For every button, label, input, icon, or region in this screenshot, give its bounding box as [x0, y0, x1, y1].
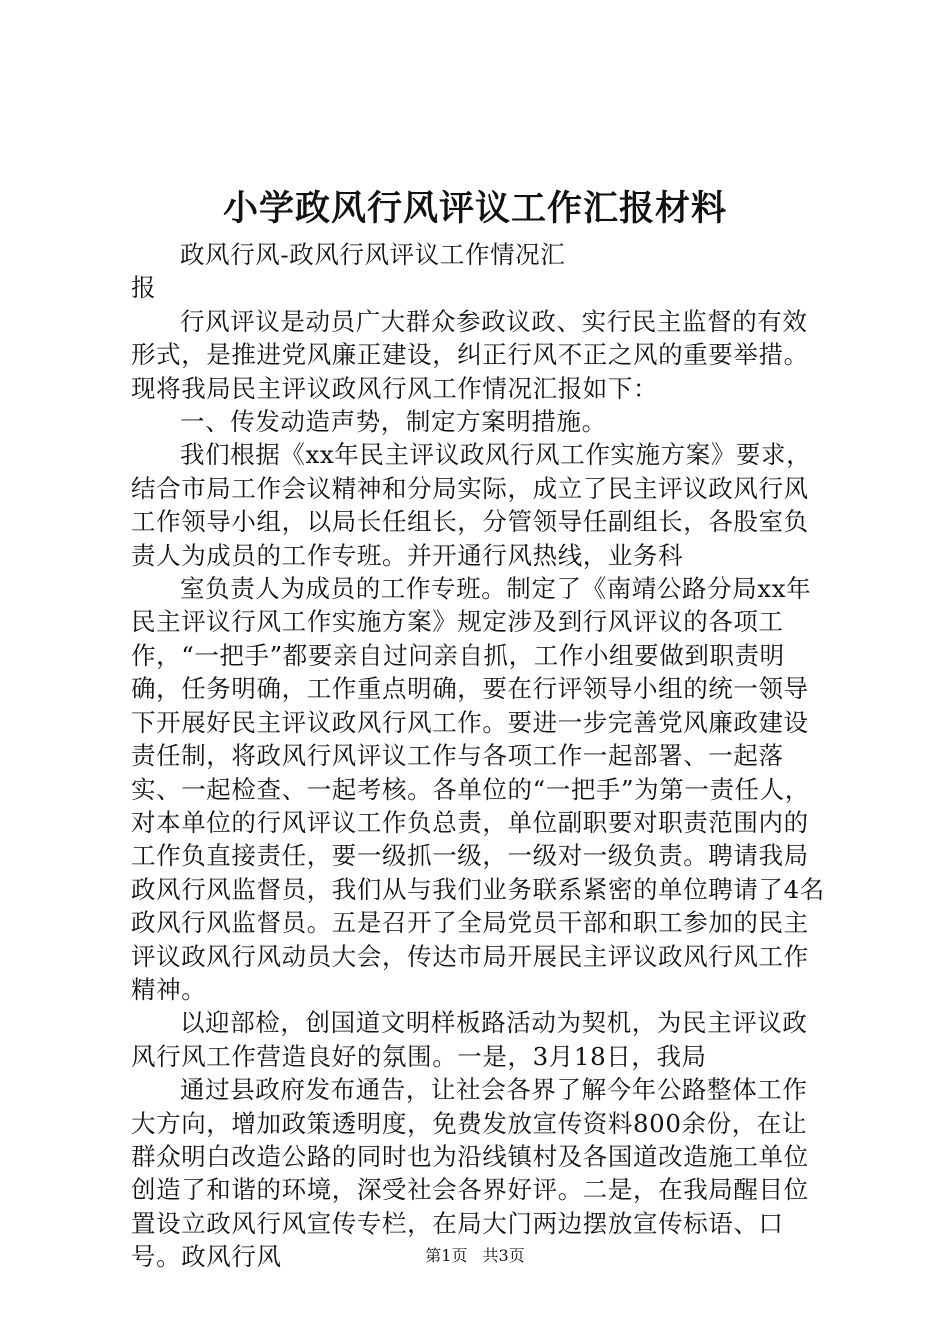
- page-total: 共3页: [482, 1246, 525, 1265]
- document-title: 小学政风行风评议工作汇报材料: [222, 188, 727, 229]
- section-heading: 一、传发动造声势，制定方案明措施。: [180, 407, 607, 437]
- page-footer: [0, 1244, 950, 1268]
- body-paragraph: 以迎部检，创国道文明样板路活动为契机，为民主评议政风行风工作营造良好的氛围。一是，3月18日，我局: [131, 1008, 808, 1071]
- page-number: 第1页: [425, 1246, 468, 1265]
- body-paragraph: 我们根据《xx年民主评议政风行风工作实施方案》要求，结合市局工作会议精神和分局实际，成立了民主评议政风行风工作领导小组，以局长任组长，分管领导任副组长，各股室负责人为成员的工作专班。并开通行风热线，业务科: [131, 440, 812, 570]
- body-paragraph: 通过县政府发布通告，让社会各界了解今年公路整体工作大方向，增加政策透明度，免费发放宣传资料800余份，在让群众明白改造公路的同时也为沿线镇村及各国道改造施工单位创造了和谐的环境，深受社会各界好评。二是，在我局醒目位置设立政风行风宣传专栏，在局大门两边摆放宣传标语、口号。政风行风: [131, 1075, 809, 1272]
- document-body: [131, 238, 831, 1274]
- document-subtitle: 政风行风-政风行风评议工作情况汇报: [131, 240, 566, 303]
- body-paragraph: 行风评议是动员广大群众参政议政、实行民主监督的有效形式，是推进党风廉正建设，纠正行风不正之风的重要举措。现将我局民主评议政风行风工作情况汇报如下：: [131, 306, 809, 403]
- body-paragraph: 室负责人为成员的工作专班。制定了《南靖公路分局xx年民主评议行风工作实施方案》规定涉及到行风评议的各项工作，“一把手”都要亲自过问亲自抓，工作小组要做到职责明确，任务明确，工作重点明确，要在行评领导小组的统一领导下开展好民主评议政风行风工作。要进一步完善党风廉政建设责任制，将政风行风评议工作与各项工作一起部署、一起落实、一起检查、一起考核。各单位的“一把手”为第一责任人，对本单位的行风评议工作负总责，单位副职要对职责范围内的工作负直接责任，要一级抓一级，一级对一级负责。聘请我局政风行风监督员，我们从与我们业务联系紧密的单位聘请了4名政风行风监督员。五是召开了全局党员干部和职工参加的民主评议政风行风动员大会，传达市局开展民主评议政风行风工作精神。: [131, 574, 825, 1004]
